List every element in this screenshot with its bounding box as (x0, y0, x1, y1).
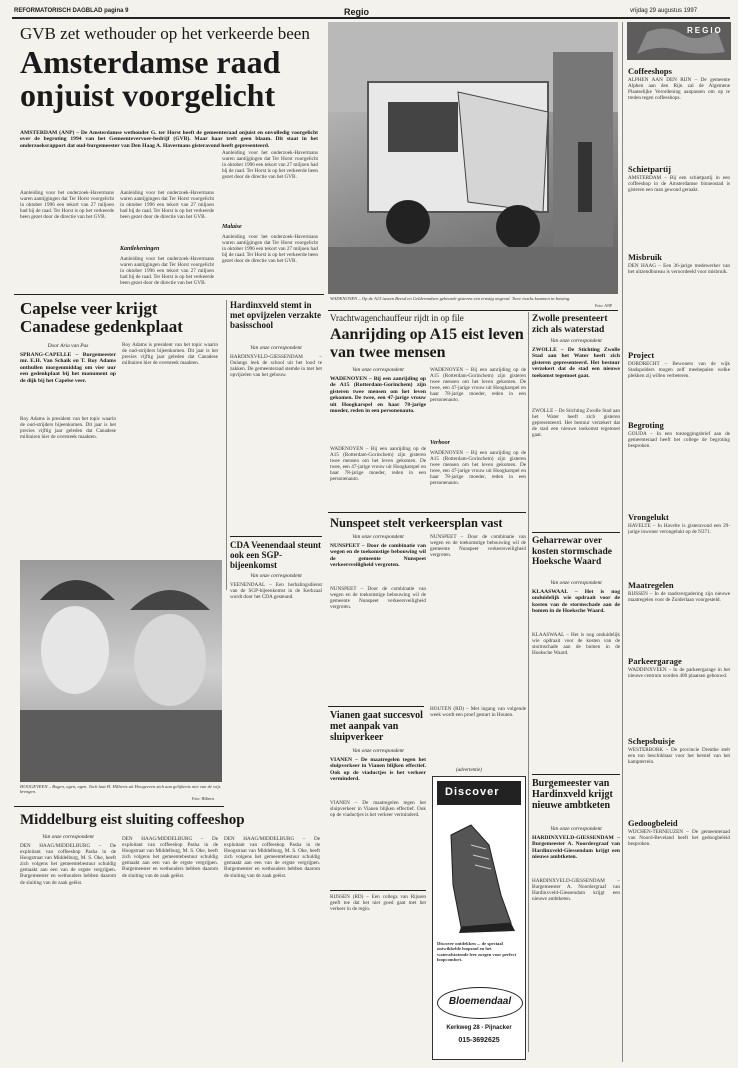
sidebar-item-title: Schietpartij (628, 164, 671, 174)
sidebar-item-title: Parkeergarage (628, 656, 682, 666)
photo1-credit: Foto: ANP (595, 303, 613, 308)
ad-brand-logo (437, 987, 523, 1019)
gehar-body: KLAASWAAL – Het is nog onduidelijk wie opdraait voor de kosten van de stormschade aan de bomen in de Hoeksche Waard. (532, 632, 620, 657)
ad-address: Kerkweg 28 - Pijnacker (446, 1025, 512, 1031)
sidebar-item-body: DEN HAAG – Een 36-jarige medewerker van het uitzendbureau is veroordeeld voor misbruik. (628, 263, 730, 276)
nunspeet-byline: Van onze correspondent (352, 534, 404, 540)
rijssen-rule (330, 890, 426, 891)
burgemeester-body: HARDINXVELD-GIESSENDAM – Burgemeester A. Noordergraaf van Hardinxveld-Giessendam krijgt een nieuwe ambtketen. (532, 878, 620, 903)
sidebar-item-title: Gedoogbeleid (628, 818, 678, 828)
gehar-byline: Van onze correspondent (550, 580, 602, 586)
sidebar-item-title: Vrongelukt (628, 512, 669, 522)
sidebar-item-title: Coffeeshops (628, 66, 672, 76)
hardinxveld-body: HARDINXVELD-GIESSENDAM – Onlangs leek de school uit het lood te zakken. De gemeenteraad stemde in met het opvijzelen van het gebouw. (230, 354, 322, 379)
zwolle-lead: ZWOLLE – De Stichting Zwolle Stad aan het Water heeft zich gisteren gepresenteerd. Het bestuur verzekert dat de stad een nieuwe toekomst tegemoet gaat. (532, 347, 620, 379)
sidebar-item-body: WIJCHEN-TERNEUZEN – De gemeenteraad van Noord-Beveland heeft het gedoogbeleid besproken. (628, 829, 730, 848)
hardinxveld-divider (226, 300, 227, 590)
capelle-byline: Door Aria van Pas (47, 343, 89, 349)
ad-phone[interactable]: 015-3692625 (458, 1037, 500, 1044)
middelburg-rule (14, 806, 224, 807)
burgemeester-lead: HARDINXVELD-GIESSENDAM – Burgemeester A. Noordergraaf van Hardinxveld-Giessendam krijgt een nieuwe ambtketen. (532, 835, 620, 861)
cda-byline: Van onze correspondent (250, 573, 302, 579)
gehar-lead: KLAASWAAL – Het is nog onduidelijk wie opdraait voor de kosten van de stormschade aan de bomen in de Hoeksche Waard. (532, 589, 620, 615)
sidebar-header-text: REGIO (687, 26, 723, 35)
a15-kicker: Vrachtwagenchauffeur rijdt in op file (330, 313, 464, 323)
sidebar-item-body: GOUDA – In een toezeggingsbrief aan de gemeenteraad heeft het college de begroting besproken. (628, 431, 730, 450)
advertisement[interactable] (432, 776, 526, 1060)
vianen-rule (328, 706, 424, 707)
main-body-col1: Aanleiding voor het onderzoek-Havermans waren aantijgingen dat Ter Horst voorgelicht in oktober 1996 een tekort van 27 miljoen had bij de raad. Ter Horst is op het verkeerde been gezet door de directie van het GVB. (20, 190, 114, 221)
photo2-credit: Foto: Hilberts (192, 796, 215, 801)
zwolle-body: ZWOLLE – De Stichting Zwolle Stad aan het Water heeft zich gisteren gepresenteerd. Het bestuur verzekert dat de stad een nieuwe toekomst tegemoet gaat. (532, 408, 620, 439)
sidebar-item-title: Begroting (628, 420, 664, 430)
main-body-col2: Aanleiding voor het onderzoek-Havermans waren aantijgingen dat Ter Horst voorgelicht in oktober 1996 een tekort van 27 miljoen had bij de raad. Ter Horst is op het verkeerde been gezet door de directie van het GVB. (120, 190, 214, 221)
section-title: Regio (344, 7, 370, 17)
photo2-caption: HOOGEVEEN – Bogen, ogen, ogen. Toch laat H. Hilberts uit Hoogeveen zich aan gelijkenis niet van de wijs brengen. (20, 784, 221, 795)
main-headline: Amsterdamse raad onjuist voorgelicht (20, 44, 281, 113)
cda-body: VEENENDAAL – Een herhalingsdienst van de SGP-bijeenkomst in de Kerkzaal wordt door het CDA gesteund. (230, 582, 322, 601)
masthead-rule (12, 17, 730, 19)
cda-rule (230, 536, 322, 537)
rijssen-body: RIJSSEN (RD) – Een collega van Rijssen geeft toe dat het niet goed gaat met het verkeer in de regio. (330, 894, 426, 913)
a15-headline: Aanrijding op A15 eist leven van twee mensen (330, 326, 524, 361)
zwolle-headline: Zwolle presenteert zich als waterstad (532, 314, 608, 335)
middelburg-byline: Van onze correspondent (42, 834, 94, 840)
ad-shop-name: Discover (445, 786, 500, 798)
main-kicker: GVB zet wethouder op het verkeerde been (20, 24, 310, 43)
vianen-byline: Van onze correspondent (352, 748, 404, 754)
sidebar-item-body: WADDINXVEEN – In de parkeergarage in het nieuwe centrum worden 400 plaatsen gebouwd. (628, 667, 730, 680)
sidebar-item-title: Schepsbuisje (628, 736, 675, 746)
hardinxveld-byline: Van onze correspondent (250, 345, 302, 351)
main-subhead-2: Malaise (222, 224, 242, 230)
ad-caption: Discover ontdekken ... de speciaal ontwikkelde loopzool en het waterafstotende leer zorgen voor perfect loopcomfort. (437, 941, 517, 963)
houten-body: HOUTEN (RD) – Met ingang van volgende week wordt een proef gestart in Houten. (430, 706, 526, 719)
nunspeet-body-2: NUNSPEET – Door de combinatie van wegen en de toekomstige bebouwing wil de gemeente Nunspeet verkeersveiligheid vergroten. (430, 534, 526, 559)
ad-label: (advertentie) (456, 768, 482, 773)
sidebar-item-body: WESTERBORK – De provincie Drenthe stelt een ton beschikbaar voor het herstel van het kampterrein. (628, 747, 730, 766)
sidebar-column (628, 66, 730, 1056)
a15-body-2: WADENOYEN – Bij een aanrijding op de A15 (Rotterdam-Gorinchem) zijn gisteren twee mensen om het leven gekomen. De twee, een 47-jarige vrouw uit Hoogkarspel en haar 78-jarige moeder, reden in een personenauto. (430, 367, 526, 404)
shoe-icon (441, 815, 517, 935)
nunspeet-lead: NUNSPEET – Door de combinatie van wegen en de toekomstige bebouwing wil de gemeente Nunspeet verkeersveiligheid vergroten. (330, 543, 426, 569)
photo1-caption: WADENOYEN – Op de A15 tussen Beesd en Geldermalsen gebeurde gisteren een ernstig ongeval. Twee trucks kwamen in botsing. (330, 296, 571, 301)
a15-rule (328, 310, 618, 311)
sidebar-item-body: AMSTERDAM – Bij een schietpartij in een coffeeshop in de Amsterdamse binnenstad is gisteren een man gewond geraakt. (628, 175, 730, 194)
a15-lead: WADENOYEN – Bij een aanrijding op de A15 (Rotterdam-Gorinchem) zijn gisteren twee mensen om het leven gekomen. De twee, een 47-jarige vrouw uit Hoogkarspel en haar 78-jarige moeder, reden in een personenauto. (330, 376, 426, 415)
sidebar-item-title: Project (628, 350, 655, 360)
sidebar-item-body: HAVELTE – In Havelte is gisteravond een 29-jarige inwoner verongelukt op de N371. (628, 523, 730, 536)
capelle-lead: SPRANG-CAPELLE – Burgemeester mr. E.H. Van Schaik en T. Roy Adams onthullen morgenmiddag om vier uur een gedenkplaat bij het monument op de dijk bij het Capelse veer. (20, 352, 116, 384)
vianen-lead: VIANEN – De maatregelen tegen het sluipverkeer in Vianen blijken effectief. Ook op de viaductjes is het verkeer verminderd. (330, 757, 426, 783)
masthead-date: vrijdag 29 augustus 1997 (630, 8, 698, 14)
gehar-rule (532, 532, 620, 533)
main-subhead-1: Kantlekeningen (120, 246, 160, 252)
row2-rule (14, 294, 324, 295)
ad-top-banner (437, 781, 521, 805)
masthead-left: REFORMATORISCH DAGBLAD pagina 9 (14, 8, 129, 14)
sidebar-divider (622, 22, 623, 1062)
burgemeester-rule (532, 774, 620, 775)
main-body-col2b: Aanleiding voor het onderzoek-Havermans waren aantijgingen dat Ter Horst voorgelicht in oktober 1996 een tekort van 27 miljoen had bij de raad. Ter Horst is op het verkeerde been gezet door de directie van het GVB. (120, 256, 214, 287)
photo-truck-accident (328, 22, 618, 294)
burgemeester-headline: Burgemeester van Hardinxveld krijgt nieuwe ambtketen (532, 778, 613, 811)
sidebar-item-body: RIJSSEN – In de raadsvergadering zijn nieuwe maatregelen voor de Zuiderlaan voorgesteld. (628, 591, 730, 604)
vianen-body: VIANEN – De maatregelen tegen het sluipverkeer in Vianen blijken effectief. Ook op de viaductjes is het verkeer verminderd. (330, 800, 426, 819)
gehar-headline: Geharrewar over kosten stormschade Hoeksche Waard (532, 536, 612, 567)
sidebar-item-body: DORDRECHT – Bewoners van de wijk Stadspolders mogen zelf meebepalen welke plekken zij willen verbeteren. (628, 361, 730, 380)
nunspeet-headline: Nunspeet stelt verkeersplan vast (330, 516, 503, 530)
burgemeester-byline: Van onze correspondent (550, 826, 602, 832)
sidebar-item-title: Misbruik (628, 252, 663, 262)
main-lead: AMSTERDAM (ANP) – De Amsterdamse wethouder G. ter Horst heeft de gemeenteraad onjuist en onvolledig voorgelicht over de begroting 1994 van het Gemeentevervoer-bedrijf (GVB). Maar haar treft geen blaam. Dit staat in het onderzoeksrapport dat oud-burgemeester van Den Haag A. Havermans gisteravond heeft gepresenteerd. (20, 130, 318, 149)
photo-faces (20, 560, 222, 782)
main-body-col3b: Aanleiding voor het onderzoek-Havermans waren aantijgingen dat Ter Horst voorgelicht in oktober 1996 een tekort van 27 miljoen had bij de raad. Ter Horst is op het verkeerde been gezet door de directie van het GVB. (222, 234, 318, 265)
middelburg-body-2: DEN HAAG/MIDDELBURG – De exploitant van coffeeshop Pasha in de Hoogstraat van Middelburg, M. S. Oke, heeft zich volgens het gemeentebestuur schuldig gemaakt aan een van de ergste vergrijpen. Burgemeester en wethouders hebben daarom de sluiting van de zaak geëist. (122, 836, 218, 879)
main-body-col3: Aanleiding voor het onderzoek-Havermans waren aantijgingen dat Ter Horst voorgelicht in oktober 1996 een tekort van 27 miljoen had bij de raad. Ter Horst is op het verkeerde been gezet door de directie van het GVB. (222, 150, 318, 181)
nunspeet-rule (328, 512, 526, 513)
a15-body-3: WADENOYEN – Bij een aanrijding op de A15 (Rotterdam-Gorinchem) zijn gisteren twee mensen om het leven gekomen. De twee, een 47-jarige vrouw uit Hoogkarspel en haar 78-jarige moeder, reden in een personenauto. (430, 450, 526, 487)
sidebar-item-body: ALPHEN AAN DEN RIJN – De gemeente Alphen aan den Rijn zal de Algemene Plaatselijke Verordening aanpassen om op te treden tegen coffeeshops. (628, 77, 730, 102)
vianen-headline: Vianen gaat succesvol met aanpak van sluipverkeer (330, 710, 423, 743)
sidebar-item-title: Maatregelen (628, 580, 674, 590)
nunspeet-body-1: NUNSPEET – Door de combinatie van wegen en de toekomstige bebouwing wil de gemeente Nunspeet verkeersveiligheid vergroten. (330, 586, 426, 611)
cda-headline: CDA Veenendaal steunt ook een SGP-bijeenkomst (230, 540, 322, 570)
zwolle-byline: Van onze correspondent (550, 338, 602, 344)
middelburg-headline: Middelburg eist sluiting coffeeshop (20, 812, 245, 828)
capelle-body-2: Roy Adams is president van het topic waarin de oud-strijders bijeenkomen. Dit jaar is het precies vijftig jaar geleden dat Canadese militairen hier de oversteek maakten. (122, 342, 218, 367)
hardinxveld-headline: Hardinxveld stemt in met opvijzelen verzakte basisschool (230, 300, 321, 330)
sidebar-header (627, 22, 731, 60)
middelburg-body-3: DEN HAAG/MIDDELBURG – De exploitant van coffeeshop Pasha in de Hoogstraat van Middelburg, M. S. Oke, heeft zich volgens het gemeentebestuur schuldig gemaakt aan een van de ergste vergrijpen. Burgemeester en wethouders hebben daarom de sluiting van de zaak geëist. (224, 836, 320, 879)
a15-body-1: WADENOYEN – Bij een aanrijding op de A15 (Rotterdam-Gorinchem) zijn gisteren twee mensen om het leven gekomen. De twee, een 47-jarige vrouw uit Hoogkarspel en haar 78-jarige moeder, reden in een personenauto. (330, 446, 426, 483)
capelle-headline: Capelse veer krijgt Canadese gedenkplaat (20, 299, 183, 336)
a15-byline: Van onze correspondent (352, 367, 404, 373)
a15-subhead: Verhoor (430, 440, 451, 446)
capelle-body-1: Roy Adams is president van het topic waarin de oud-strijders bijeenkomen. Dit jaar is het precies vijftig jaar geleden dat Canadese militairen hier de oversteek maakten. (20, 416, 116, 441)
ad-brand: Bloemendaal (448, 996, 512, 1007)
middelburg-body-1: DEN HAAG/MIDDELBURG – De exploitant van coffeeshop Pasha in de Hoogstraat van Middelburg, M. S. Oke, heeft zich volgens het gemeentebestuur schuldig gemaakt aan een van de ergste vergrijpen. Burgemeester en wethouders hebben daarom de sluiting van de zaak geëist. (20, 843, 116, 886)
zwolle-divider (528, 312, 529, 1052)
